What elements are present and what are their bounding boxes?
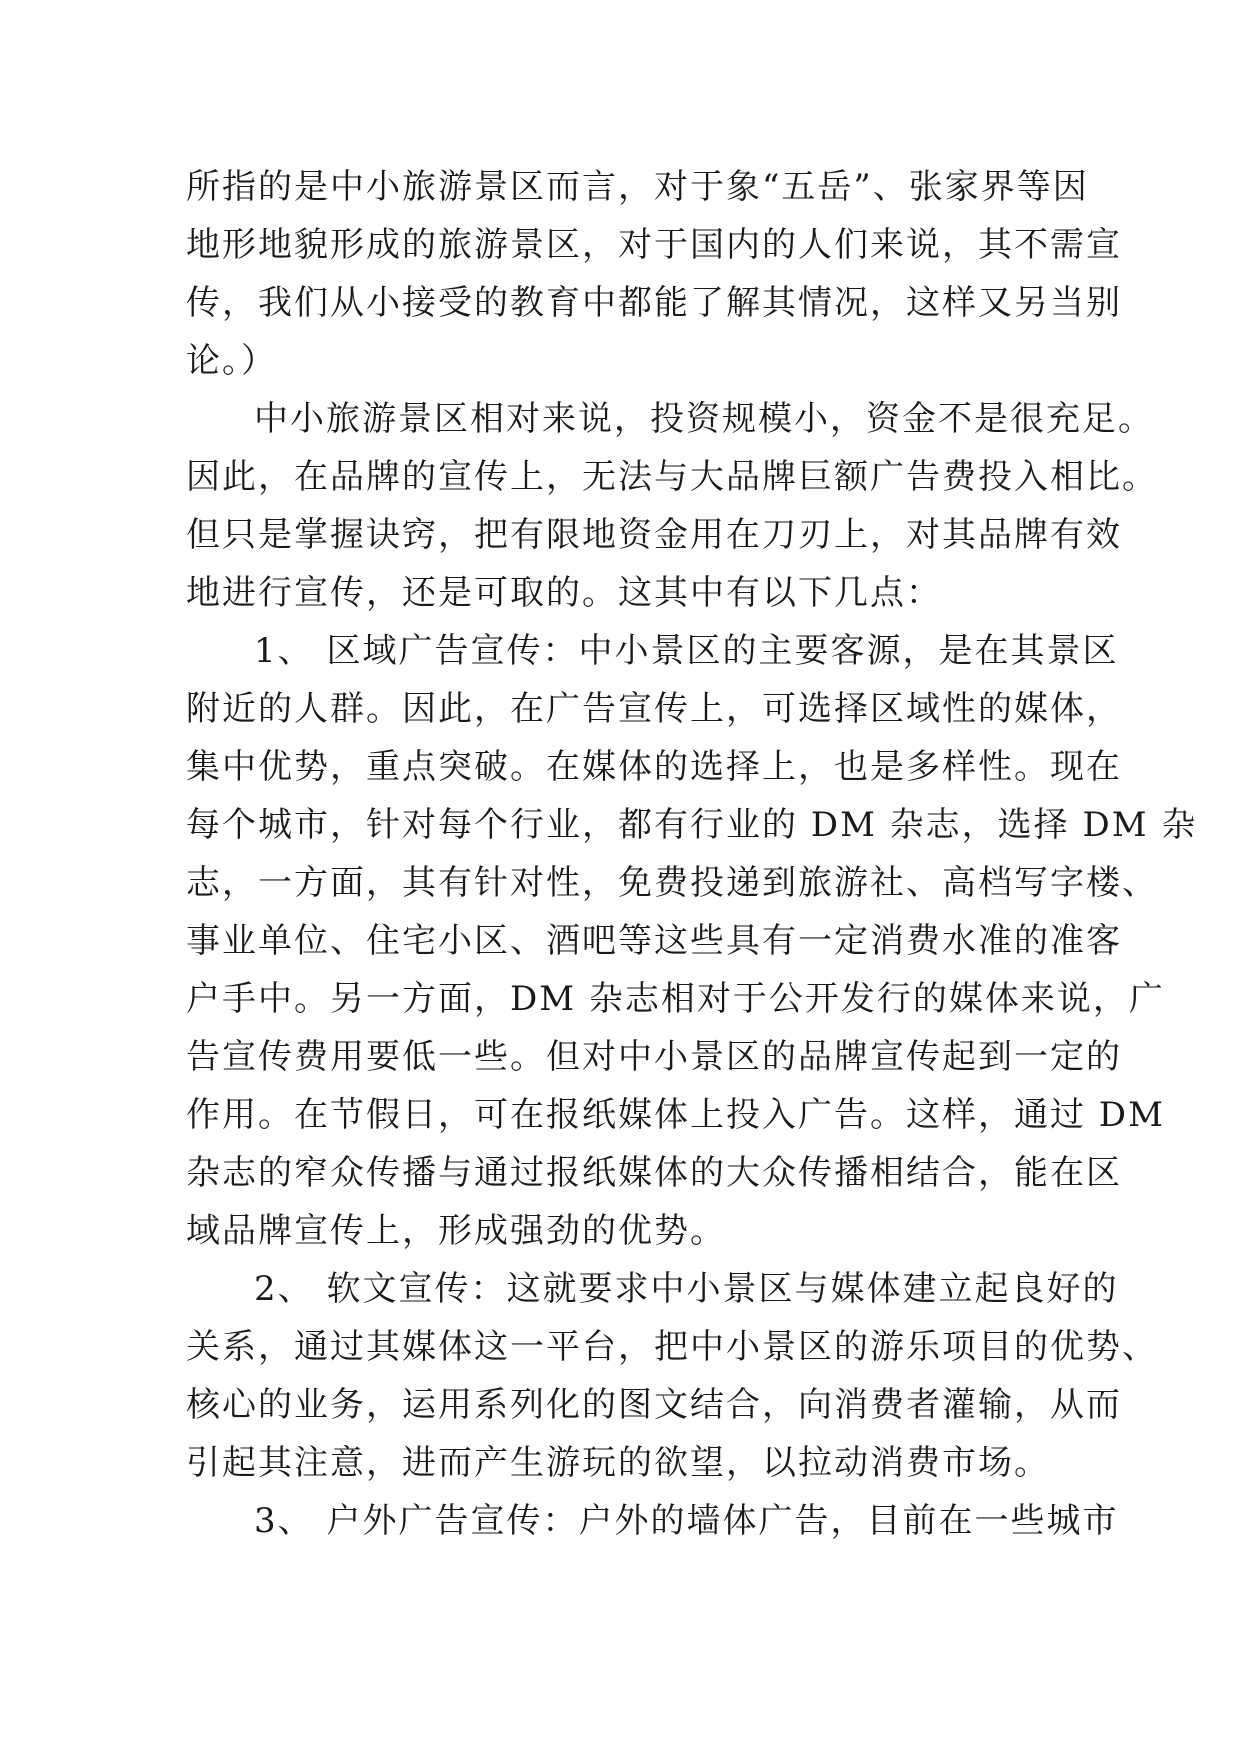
text-line: 因此，在品牌的宣传上，无法与大品牌巨额广告费投入相比。 (186, 457, 1158, 497)
text-line: 地进行宣传，还是可取的。这其中有以下几点： (186, 573, 942, 613)
text-line: 事业单位、住宅小区、酒吧等这些具有一定消费水准的准客 (186, 921, 1122, 961)
text-line: 每个城市，针对每个行业，都有行业的 DM 杂志，选择 DM 杂 (186, 805, 1198, 845)
paragraph-first-line: 中小旅游景区相对来说，投资规模小，资金不是很充足。 (254, 399, 1154, 439)
text-line: 集中优势，重点突破。在媒体的选择上，也是多样性。现在 (186, 747, 1122, 787)
document-body (186, 158, 1198, 1550)
text-line: 引起其注意，进而产生游玩的欲望，以拉动消费市场。 (186, 1443, 1050, 1483)
text-line: 作用。在节假日，可在报纸媒体上投入广告。这样，通过 DM (186, 1095, 1165, 1135)
list-item-3-first-line: 3、 户外广告宣传：户外的墙体广告，目前在一些城市 (254, 1501, 1119, 1541)
text-line: 关系，通过其媒体这一平台，把中小景区的游乐项目的优势、 (186, 1327, 1158, 1367)
text-line: 传，我们从小接受的教育中都能了解其情况，这样又另当别 (186, 283, 1122, 323)
text-line: 附近的人群。因此，在广告宣传上，可选择区域性的媒体， (186, 689, 1122, 729)
text-line: 志，一方面，其有针对性，免费投递到旅游社、高档写字楼、 (186, 863, 1158, 903)
text-line: 户手中。另一方面，DM 杂志相对于公开发行的媒体来说，广 (186, 979, 1165, 1019)
text-line: 论。） (186, 341, 277, 381)
text-line: 核心的业务，运用系列化的图文结合，向消费者灌输，从而 (186, 1385, 1122, 1425)
list-item-2-first-line: 2、 软文宣传：这就要求中小景区与媒体建立起良好的 (254, 1269, 1119, 1309)
text-line: 地形地貌形成的旅游景区，对于国内的人们来说，其不需宣 (186, 225, 1122, 265)
list-item-1-first-line: 1、 区域广告宣传：中小景区的主要客源，是在其景区 (254, 631, 1119, 671)
text-line: 所指的是中小旅游景区而言，对于象“五岳”、张家界等因 (186, 167, 1089, 207)
text-line: 杂志的窄众传播与通过报纸媒体的大众传播相结合，能在区 (186, 1153, 1122, 1193)
text-line: 但只是掌握诀窍，把有限地资金用在刀刃上，对其品牌有效 (186, 515, 1122, 555)
text-line: 域品牌宣传上，形成强劲的优势。 (186, 1211, 726, 1251)
text-line: 告宣传费用要低一些。但对中小景区的品牌宣传起到一定的 (186, 1037, 1122, 1077)
